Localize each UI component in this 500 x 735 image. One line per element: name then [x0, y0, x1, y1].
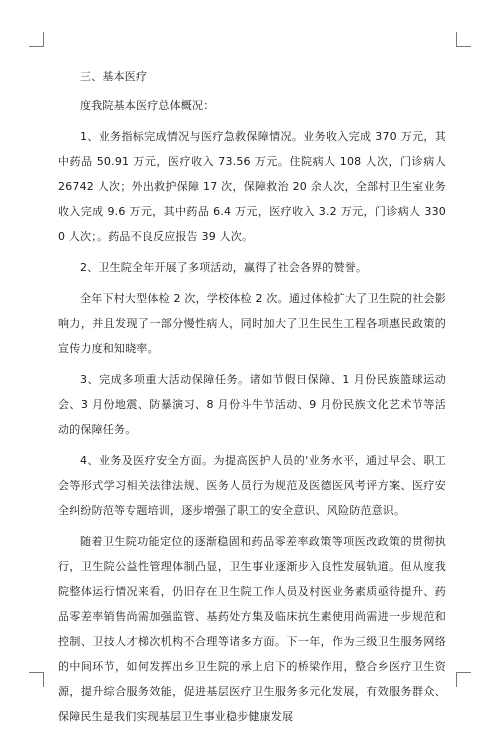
crop-mark-bottom-left	[29, 672, 44, 687]
document-body	[58, 64, 446, 735]
crop-mark-top-right	[456, 32, 471, 47]
crop-mark-top-left	[29, 32, 44, 47]
paragraph-medical-safety: 4、业务及医疗安全方面。为提高医护人员的'业务水平，通过早会、职工会等形式学习相关法律法规、医务人员行为规范及医德医风考评方案、医疗安全纠纷防范等专题培训，逐步增强了职工的安全意识、风险防范意识。	[58, 454, 446, 517]
paragraph-health-checks: 全年下村大型体检 2 次，学校体检 2 次。通过体检扩大了卫生院的社会影响力，并且发现了一部分慢性病人，同时加大了卫生民生工程各项惠民政策的宣传力度和知晓率。	[58, 292, 446, 355]
crop-mark-bottom-right	[456, 672, 471, 687]
intro-paragraph: 度我院基本医疗总体概况：	[80, 99, 215, 112]
paragraph-activities: 2、卫生院全年开展了多项活动，赢得了社会各界的赞誉。	[80, 261, 368, 274]
paragraph-business-indicators: 1、业务指标完成情况与医疗急救保障情况。业务收入完成 370 万元，其中药品 50.91 万元，医疗收入 73.56 万元。住院病人 108 人次，门诊病人 26742 人次；外出救护保障 17 次，保障救治 20 余人次，全部村卫生室业务收入完成 9.6 万元，其中药品 6.4 万元，医疗收入 3.2 万元，门诊病人 3300 人次；。药品不良反应报告 39 人次。	[58, 130, 446, 243]
paragraph-event-support: 3、完成多项重大活动保障任务。诸如节假日保障、1 月份民族篮球运动会、3 月份地震、防暴演习、8 月份斗牛节活动、9 月份民族文化艺术节等活动的保障任务。	[58, 373, 446, 436]
paragraph-summary: 随着卫生院功能定位的逐渐稳固和药品零差率政策等项医改政策的贯彻执行，卫生院公益性管理体制凸显，卫生事业逐渐步入良性发展轨道。但从度我院整体运行情况来看，仍旧存在卫生院工作人员及村医业务素质亟待提升、药品零差率销售尚需加强监管、基药处方集及临床抗生素使用尚需进一步规范和控制、卫技人才梯次机构不合理等诸多方面。下一年，作为三级卫生服务网络的中间环节，如何发挥出乡卫生院的承上启下的桥梁作用，整合乡医疗卫生资源，提升综合服务效能，促进基层医疗卫生服务多元化发展，有效服务群众、保障民生是我们实现基层卫生事业稳步健康发展	[58, 535, 446, 723]
section-heading: 三、基本医疗	[80, 70, 148, 83]
